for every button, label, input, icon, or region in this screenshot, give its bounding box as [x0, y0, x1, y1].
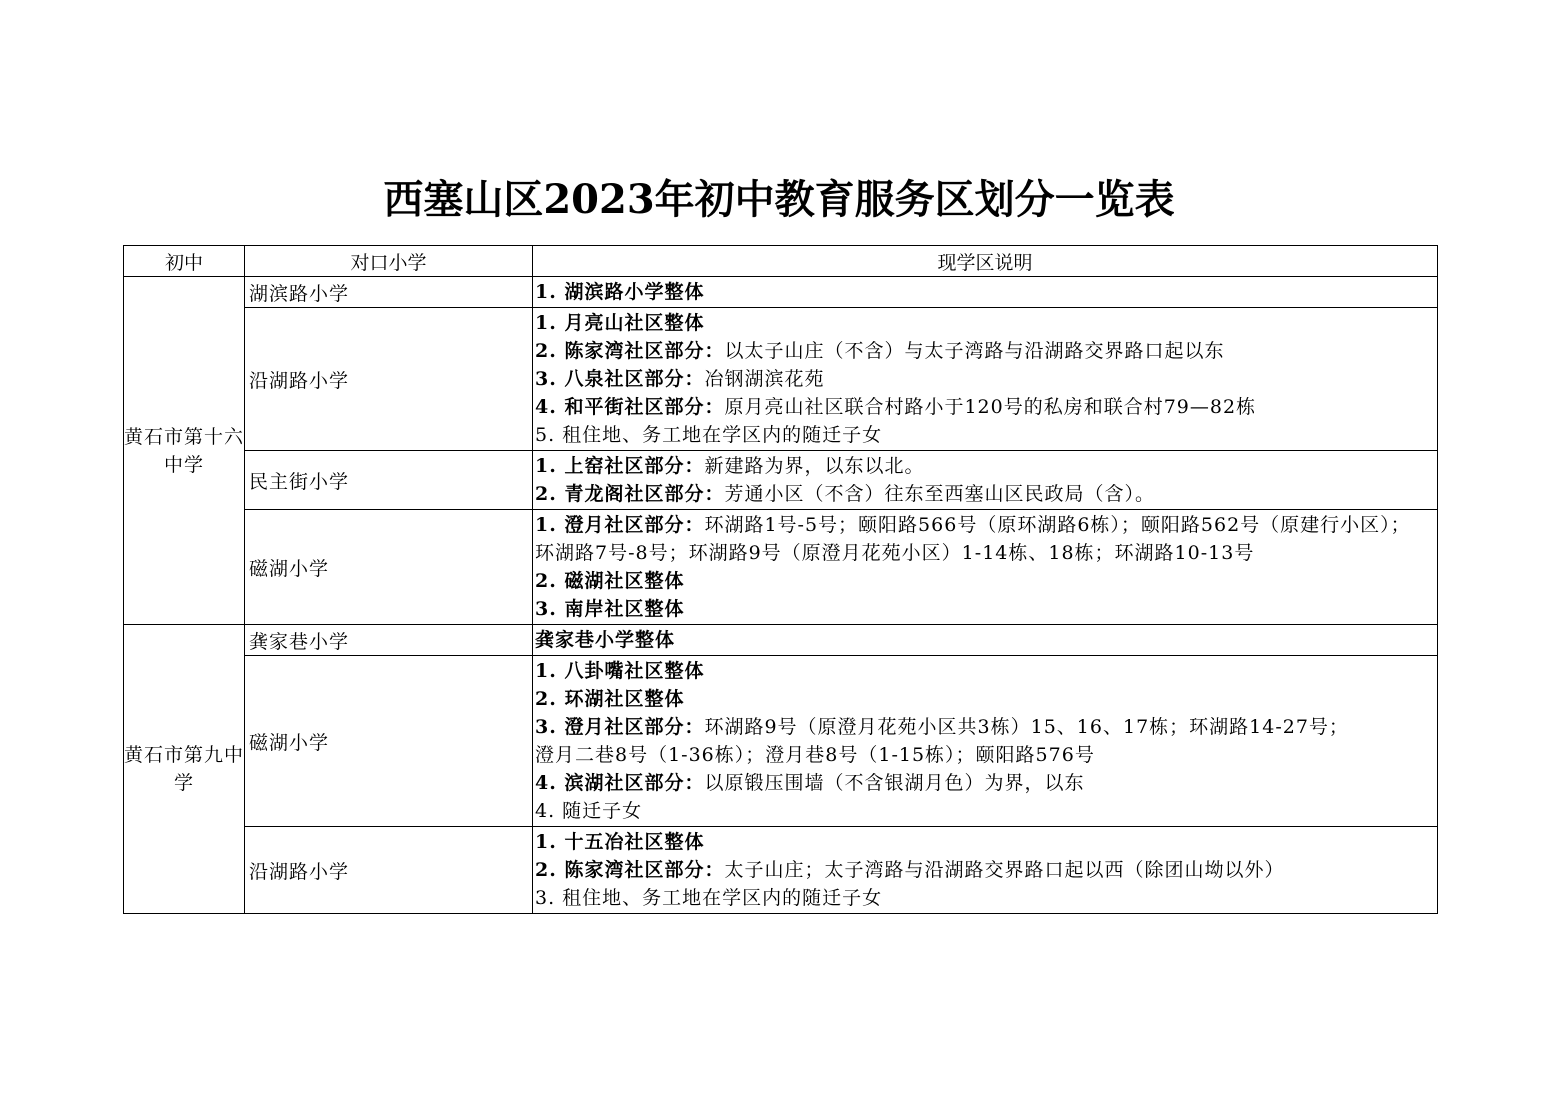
- description-line: [535, 511, 1435, 539]
- community-name: 1. 湖滨路小学整体: [535, 281, 705, 303]
- description-line: [535, 278, 1435, 306]
- primary-school-cell: 沿湖路小学: [245, 827, 533, 914]
- community-detail: 环湖路9号（原澄月花苑小区共3栋）15、16、17栋；环湖路14-27号；: [704, 716, 1349, 738]
- community-name: 龚家巷小学整体: [535, 629, 676, 651]
- header-middle-school: 初中: [124, 246, 245, 277]
- zone-description-cell: [533, 510, 1438, 625]
- document-title: 西塞山区2023年初中教育服务区划分一览表: [383, 176, 1175, 223]
- primary-school-cell: 沿湖路小学: [245, 308, 533, 451]
- community-name: 2. 陈家湾社区部分：: [535, 859, 725, 881]
- header-description: 现学区说明: [533, 246, 1438, 277]
- community-detail: 澄月二巷8号（1-36栋）；澄月巷8号（1-15栋）；颐阳路576号: [535, 744, 1095, 766]
- table-row: [124, 451, 1438, 510]
- community-detail: 原月亮山社区联合村路小于120号的私房和联合村79—82栋: [724, 396, 1257, 418]
- primary-school-cell: 磁湖小学: [245, 510, 533, 625]
- description-line: [535, 685, 1435, 713]
- community-name: 4. 滨湖社区部分：: [535, 772, 705, 794]
- description-line: [535, 657, 1435, 685]
- zone-description-cell: [533, 308, 1438, 451]
- description-line: [535, 713, 1435, 741]
- description-line: [535, 539, 1435, 567]
- description-line: [535, 365, 1435, 393]
- description-line: [535, 769, 1435, 797]
- table-header-row: [124, 246, 1438, 277]
- description-line: [535, 309, 1435, 337]
- community-name: 2. 陈家湾社区部分：: [535, 340, 725, 362]
- table-row: [124, 308, 1438, 451]
- description-line: [535, 480, 1435, 508]
- zone-description-cell: [533, 277, 1438, 308]
- community-name: 1. 上窑社区部分：: [535, 455, 705, 477]
- table-row: [124, 625, 1438, 656]
- middle-school-cell: 黄石市第九中学: [124, 625, 245, 914]
- table-row: [124, 656, 1438, 827]
- community-name: 4. 和平街社区部分：: [535, 396, 725, 418]
- description-line: [535, 856, 1435, 884]
- community-detail: 冶钢湖滨花苑: [704, 368, 825, 390]
- zone-description-cell: [533, 656, 1438, 827]
- community-detail: 以太子山庄（不含）与太子湾路与沿湖路交界路口起以东: [724, 340, 1225, 362]
- table-row: [124, 277, 1438, 308]
- community-name: 2. 磁湖社区整体: [535, 570, 685, 592]
- description-line: [535, 595, 1435, 623]
- community-detail: 3. 租住地、务工地在学区内的随迁子女: [535, 887, 883, 909]
- primary-school-cell: 龚家巷小学: [245, 625, 533, 656]
- table-body: [124, 277, 1438, 914]
- description-line: [535, 741, 1435, 769]
- primary-school-cell: 磁湖小学: [245, 656, 533, 827]
- description-line: [535, 393, 1435, 421]
- community-detail: 4. 随迁子女: [535, 800, 643, 822]
- community-detail: 环湖路7号-8号；环湖路9号（原澄月花苑小区）1-14栋、18栋；环湖路10-13号: [535, 542, 1255, 564]
- community-name: 1. 八卦嘴社区整体: [535, 660, 705, 682]
- table-row: [124, 510, 1438, 625]
- community-name: 3. 澄月社区部分：: [535, 716, 705, 738]
- description-line: [535, 452, 1435, 480]
- zone-description-cell: [533, 451, 1438, 510]
- description-line: [535, 337, 1435, 365]
- community-detail: 5. 租住地、务工地在学区内的随迁子女: [535, 424, 883, 446]
- community-name: 2. 青龙阁社区部分：: [535, 483, 725, 505]
- table-row: [124, 827, 1438, 914]
- description-line: [535, 797, 1435, 825]
- community-detail: 环湖路1号-5号；颐阳路566号（原环湖路6栋）；颐阳路562号（原建行小区）；: [704, 514, 1411, 536]
- description-line: [535, 884, 1435, 912]
- description-line: [535, 567, 1435, 595]
- community-name: 1. 澄月社区部分：: [535, 514, 705, 536]
- school-zone-table: [123, 245, 1438, 914]
- community-name: 1. 月亮山社区整体: [535, 312, 705, 334]
- community-name: 3. 南岸社区整体: [535, 598, 685, 620]
- community-detail: 以原锻压围墙（不含银湖月色）为界，以东: [704, 772, 1085, 794]
- community-name: 2. 环湖社区整体: [535, 688, 685, 710]
- description-line: [535, 626, 1435, 654]
- zone-description-cell: [533, 827, 1438, 914]
- community-detail: 芳通小区（不含）往东至西塞山区民政局（含）。: [724, 483, 1155, 505]
- description-line: [535, 828, 1435, 856]
- community-detail: 新建路为界，以东以北。: [704, 455, 925, 477]
- community-name: 3. 八泉社区部分：: [535, 368, 705, 390]
- description-line: [535, 421, 1435, 449]
- header-primary-school: 对口小学: [245, 246, 533, 277]
- community-detail: 太子山庄；太子湾路与沿湖路交界路口起以西（除团山坳以外）: [724, 859, 1285, 881]
- zone-description-cell: [533, 625, 1438, 656]
- primary-school-cell: 湖滨路小学: [245, 277, 533, 308]
- middle-school-cell: 黄石市第十六中学: [124, 277, 245, 625]
- primary-school-cell: 民主街小学: [245, 451, 533, 510]
- community-name: 1. 十五冶社区整体: [535, 831, 705, 853]
